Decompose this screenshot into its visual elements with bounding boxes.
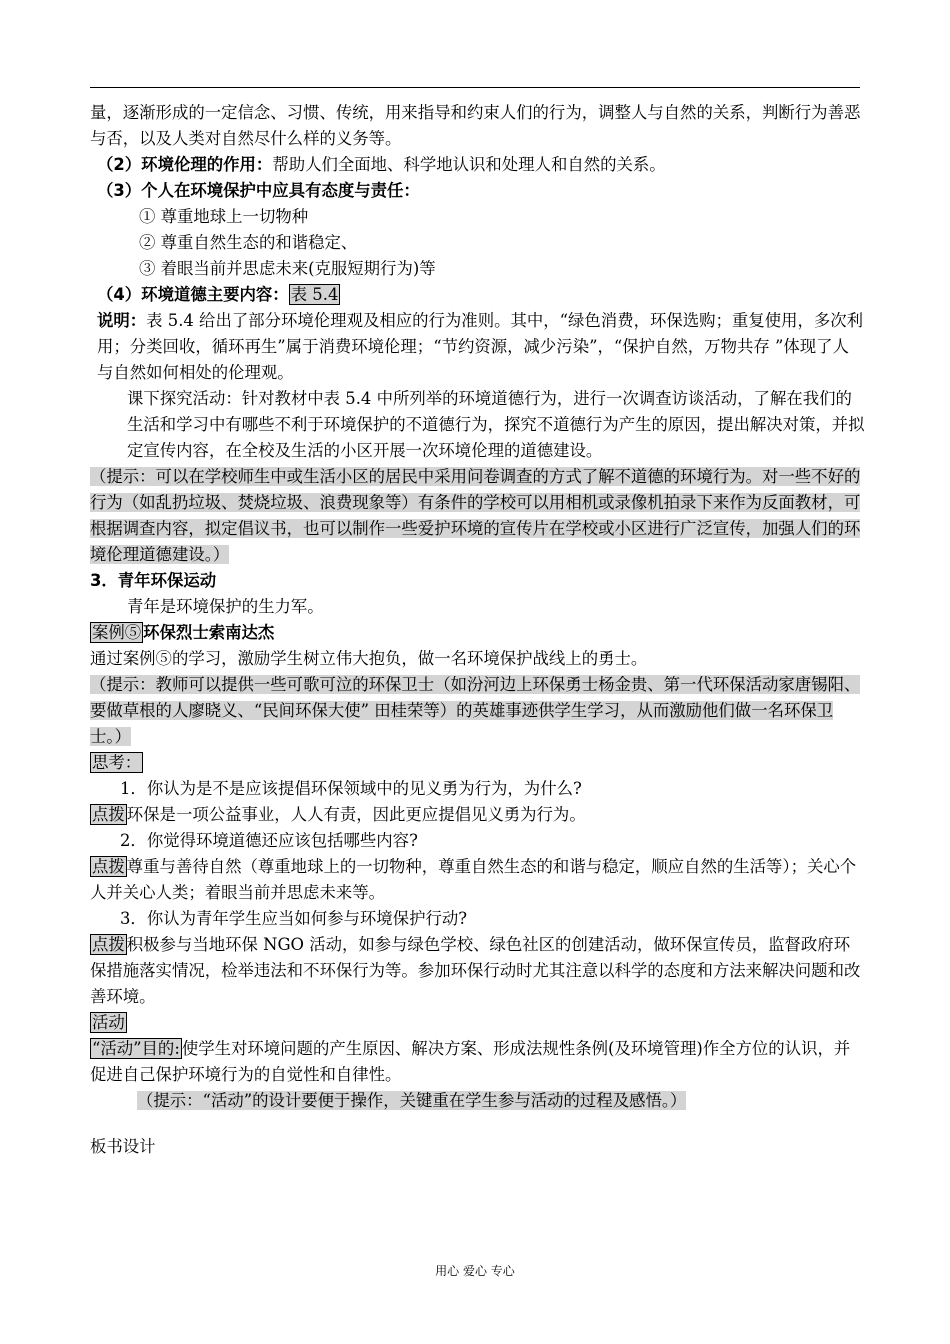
answer-1 [90, 802, 865, 828]
hint-text: （提示：可以在学校师生中或生活小区的居民中采用问卷调查的方式了解不道德的环境行为。对一些不好的行为（如乱扔垃圾、焚烧垃圾、浪费现象等）有条件的学校可以用相机或录像机拍录下来作为反面教材，可根据调查内容，拟定倡议书，也可以制作一些爱护环境的宣传片在学校或小区进行广泛宣传，加强人们的环境伦理道德建设。） [90, 467, 861, 564]
paragraph-ethics-definition: 量，逐渐形成的一定信念、习惯、传统，用来指导和约束人们的行为，调整人与自然的关系，判断行为善恶与否，以及人类对自然尽什么样的义务等。 [90, 103, 861, 148]
section-2-label: （2）环境伦理的作用： [97, 155, 273, 174]
question-3: 3．你认为青年学生应当如何参与环境保护行动? [120, 909, 468, 928]
think-box: 思考： [92, 753, 142, 772]
document-body [90, 100, 865, 1160]
section-4 [90, 282, 865, 308]
list-item: ② 尊重自然生态的和谐稳定、 [139, 233, 358, 252]
tip-box: 点拨 [92, 805, 125, 824]
hint-paragraph-3 [90, 1088, 865, 1114]
spacer [90, 1114, 865, 1134]
activity-box: 活动 [92, 1013, 125, 1032]
answer-2 [90, 854, 865, 906]
section-3-label: （3）个人在环境保护中应具有态度与责任： [97, 181, 420, 200]
hint-paragraph-1 [90, 464, 865, 568]
list-item: ① 尊重地球上一切物种 [139, 207, 309, 226]
think-heading [90, 750, 865, 776]
header-rule [90, 87, 860, 88]
answer-3 [90, 932, 865, 1010]
question-1: 1．你认为是不是应该提倡环保领域中的见义勇为行为，为什么? [120, 779, 582, 798]
question-2: 2．你觉得环境道德还应该包括哪些内容? [120, 831, 418, 850]
tip-box: 点拨 [92, 857, 125, 876]
purpose-box: “活动”目的: [92, 1039, 180, 1058]
note-text: 表 5.4 给出了部分环境伦理观及相应的行为准则。其中，“绿色消费，环保选购；重复使用，多次利用；分类回收，循环再生”属于消费环境伦理；“节约资源，减少污染”，“保护自然，万物共存 ”体现了人与自然如何相处的伦理观。 [97, 311, 864, 382]
hint-text: （提示：“活动”的设计要便于操作，关键重在学生参与活动的过程及感悟。） [137, 1091, 687, 1110]
hint-text: （提示：教师可以提供一些可歌可泣的环保卫士（如汾河边上环保勇士杨金贵、第一代环保活动家唐锡阳、要做草根的人廖晓义、“民间环保大使” 田桂荣等）的英雄事迹供学生学习，从而激励他们做一名环保卫士。） [90, 675, 861, 746]
youth-paragraph: 青年是环境保护的生力军。 [127, 597, 324, 616]
purpose-text: 使学生对环境问题的产生原因、解决方案、形成法规性条例(及环境管理)作全方位的认识，并促进自己保护环境行为的自觉性和自律性。 [90, 1039, 851, 1084]
page-footer: 用心 爱心 专心 [435, 1264, 515, 1278]
answer-text: 尊重与善待自然（尊重地球上的一切物种，尊重自然生态的和谐与稳定，顺应自然的生活等）；关心个人并关心人类；着眼当前并思虑未来等。 [90, 857, 857, 902]
case-title: 环保烈士索南达杰 [143, 623, 275, 642]
section-2-text: 帮助人们全面地、科学地认识和处理人和自然的关系。 [272, 155, 666, 174]
activity-purpose [90, 1036, 865, 1088]
activity-heading [90, 1010, 865, 1036]
table-reference-box: 表 5.4 [290, 285, 339, 304]
note-paragraph [90, 308, 865, 386]
case-box: 案例⑤ [92, 623, 142, 642]
section-2 [90, 152, 865, 178]
answer-text: 积极参与当地环保 NGO 活动，如参与绿色学校、绿色社区的创建活动，做环保宣传员，监督政府环保措施落实情况，检举违法和不环保行为等。参加环保行动时尤其注意以科学的态度和方法来解决问题和改善环境。 [90, 935, 861, 1006]
note-label: 说明： [97, 311, 147, 330]
answer-text: 环保是一项公益事业，人人有责，因此更应提倡见义勇为行为。 [126, 805, 586, 824]
heading-youth-movement: 3．青年环保运动 [90, 571, 217, 590]
case-heading [90, 620, 865, 646]
explore-activity-paragraph: 课下探究活动：针对教材中表 5.4 中所列举的环境道德行为，进行一次调查访谈活动，了解在我们的生活和学习中有哪些不利于环境保护的不道德行为，探究不道德行为产生的原因，提出解决对策，并拟定宣传内容，在全校及生活的小区开展一次环境伦理的道德建设。 [127, 389, 865, 460]
section-4-label: （4）环境道德主要内容： [97, 285, 289, 304]
tip-box: 点拨 [92, 935, 125, 954]
case-paragraph: 通过案例⑤的学习，激励学生树立伟大抱负，做一名环境保护战线上的勇士。 [90, 649, 648, 668]
list-item: ③ 着眼当前并思虑未来(克服短期行为)等 [139, 259, 436, 278]
section-3-heading [90, 178, 865, 204]
hint-paragraph-2 [90, 672, 865, 750]
board-design-heading: 板书设计 [90, 1137, 156, 1156]
